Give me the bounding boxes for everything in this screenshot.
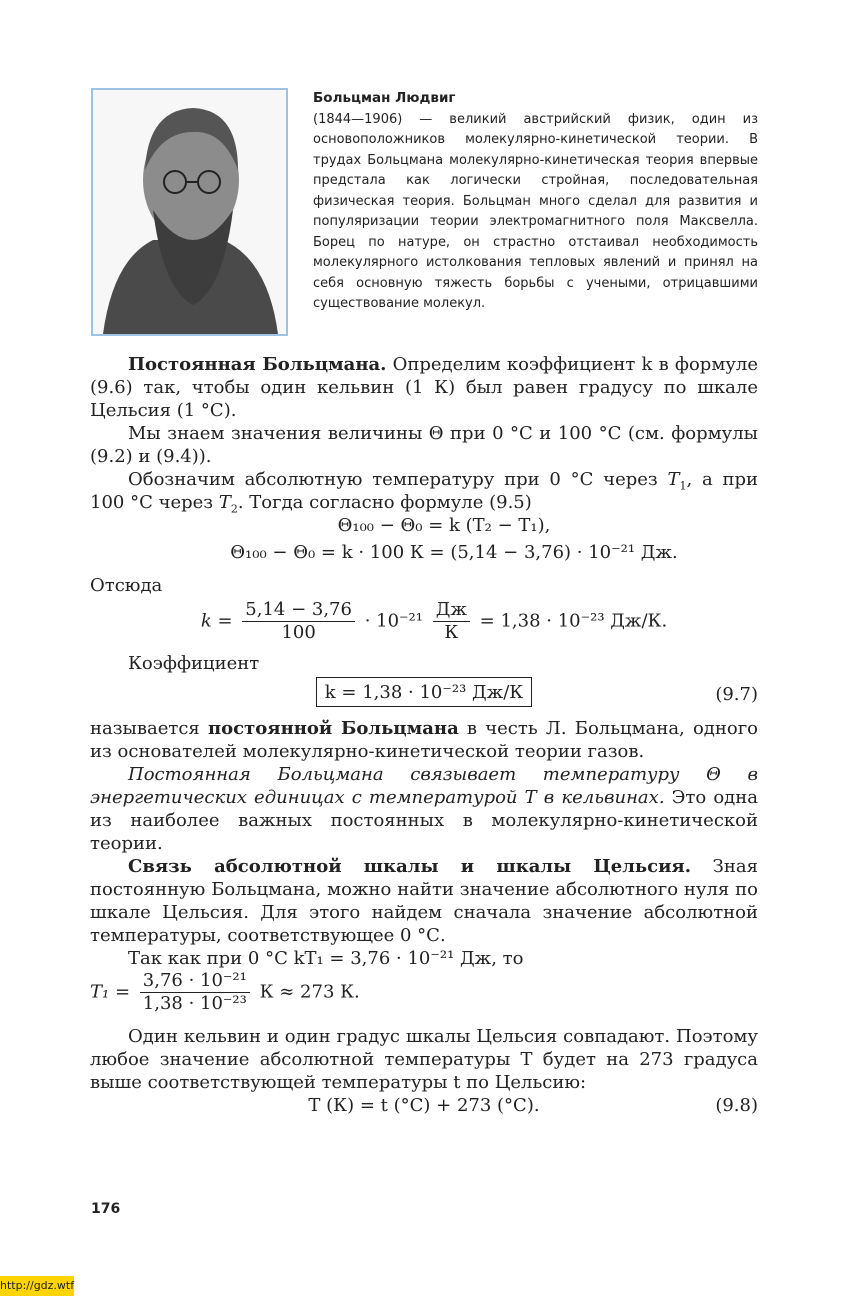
paragraph-since: Так как при 0 °С kT₁ = 3,76 · 10⁻²¹ Дж, то [128, 948, 524, 969]
page-number: 176 [91, 1201, 121, 1217]
paragraph-conclusion: Один кельвин и один градус шкалы Цельсия совпадают. Поэтому любое значение абсолютной температуры T будет на 273 градуса выше соответствующей температуры t по Цельсию: [90, 1026, 758, 1093]
paragraph-boltzmann-constant: Постоянная Больцмана. Определим коэффициент k в формуле (9.6) так, чтобы один кельвин (1 К) был равен градусу по шкале Цельсия (1 °С). [90, 354, 758, 421]
paragraph-theta-values: Мы знаем значения величины Θ при 0 °С и 100 °С (см. формулы (9.2) и (9.4)). [90, 423, 758, 467]
paragraph-named-constant: называется постоянной Больцмана в честь Л. Больцмана, одного из основателей молекулярно-кинетической теории газов. [90, 718, 758, 762]
equation-9-8-row [90, 1094, 758, 1117]
equation-3: k = $\frac{5,14 - 3,76}{100}$ · 10⁻²¹ $\frac{Дж}{К}$ = 1,38 · 10⁻²³ Дж/К. [200, 599, 668, 643]
equation-2: Θ₁₀₀ − Θ₀ = k · 100 К = (5,14 − 3,76) · 10⁻²¹ Дж. [230, 542, 678, 563]
watermark-link[interactable]: http://gdz.wtf [0, 1276, 74, 1296]
equation-number-9-8: (9.8) [715, 1095, 758, 1116]
equation-number-9-7: (9.7) [715, 684, 758, 705]
equation-t1: T₁ = $\frac{\text{3,76 · 10⁻²¹}}{\text{1,38 · 10⁻²³}}$ К ≈ 273 К. [90, 970, 360, 1014]
paragraph-scales-link: Связь абсолютной шкалы и шкалы Цельсия. Зная постоянную Больцмана, можно найти значение абсолютного нуля по шкале Цельсия. Для этого найдем сначала значение абсолютной температуры, соответствующее 0 °С. [90, 856, 758, 946]
fraction: $\frac{5,14 - 3,76}{100}$ [242, 599, 355, 644]
fraction-t1: $\frac{\text{3,76 · 10⁻²¹}}{\text{1,38 · 10⁻²³}}$ [140, 970, 250, 1015]
main-text [90, 353, 758, 1117]
boxed-equation-row [90, 677, 758, 707]
paragraph-italic-statement: Постоянная Больцмана связывает температуру Θ в энергетических единицах с температурой T в кельвинах. Это одна из наиболее важных постоянных в молекулярно-кинетической теории. [90, 764, 758, 854]
unit-fraction: $\frac{Дж}{К}$ [433, 599, 470, 644]
boxed-formula: k = 1,38 · 10⁻²³ Дж/К [316, 677, 532, 707]
section-heading: Постоянная Больцмана. [128, 354, 387, 375]
equation-1: Θ₁₀₀ − Θ₀ = k (T₂ − T₁), [337, 515, 551, 536]
bio-name: Больцман Людвиг [313, 90, 456, 106]
equation-9-8: T (К) = t (°С) + 273 (°С). [308, 1095, 540, 1116]
coefficient-label: Коэффициент [128, 653, 260, 674]
hence-label: Отсюда [90, 575, 163, 596]
paragraph-notation: Обозначим абсолютную температуру при 0 °С через $T_1$, а при 100 °С через $T_2$. Тогда согласно формуле (9.5) [90, 469, 758, 516]
section-heading-2: Связь абсолютной шкалы и шкалы Цельсия. [128, 856, 691, 877]
portrait-frame [91, 88, 288, 336]
boltzmann-portrait-image [93, 90, 286, 334]
biography-block [313, 88, 758, 315]
bio-text: (1844—1906) — великий австрийский физик, один из основоположников молекулярно-кинетической теории. В трудах Больцмана молекулярно-кинетическая теория впервые предстала как логически стройная, последовательная физическая теория. Больцман много сделал для развития и популяризации теории электромагнитного поля Максвелла. Борец по натуре, он страстно отстаивал необходимость молекулярного истолкования тепловых явлений и принял на себя основную тяжесть борьбы с учеными, отрицавшими существование молекул. [313, 111, 758, 311]
